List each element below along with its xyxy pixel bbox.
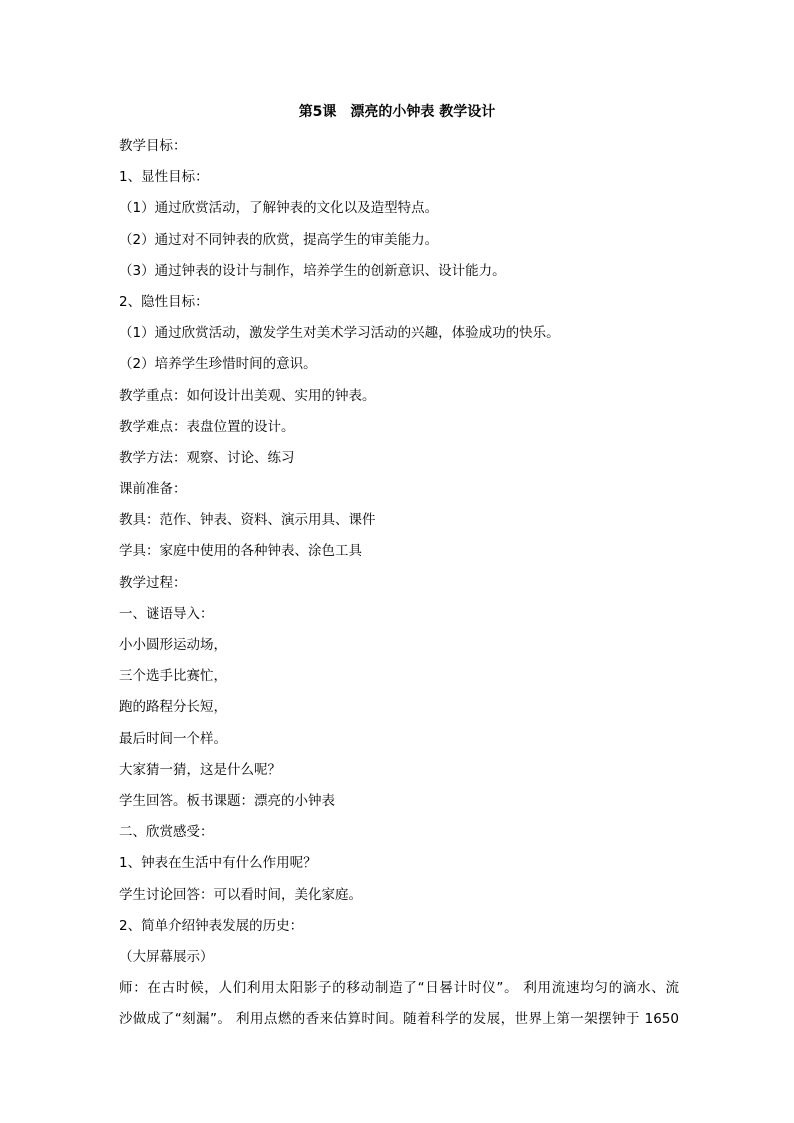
goal-item: （1）通过欣赏活动，了解钟表的文化以及造型特点。 <box>119 200 439 217</box>
student-discussion: 学生讨论回答：可以看时间，美化家庭。 <box>119 886 362 903</box>
riddle-line: 小小圆形运动场， <box>119 637 227 653</box>
history-heading: 2、简单介绍钟表发展的历史： <box>119 917 304 934</box>
student-materials: 学具：家庭中使用的各种钟表、涂色工具 <box>119 543 362 560</box>
teaching-method: 教学方法：观察、讨论、练习 <box>119 449 295 466</box>
document-title: 第5课 漂亮的小钟表 教学设计 <box>298 104 496 120</box>
riddle-line: 跑的路程分长短， <box>119 699 227 716</box>
screen-display-note: （大屏幕展示） <box>119 948 214 965</box>
riddle-question: 大家猜一猜，这是什么呢？ <box>119 761 281 778</box>
teaching-key-point: 教学重点：如何设计出美观、实用的钟表。 <box>119 387 376 404</box>
document-body <box>119 131 679 1035</box>
riddle-line: 最后时间一个样。 <box>119 730 227 747</box>
teacher-paragraph-line: 沙做成了“刻漏”。 利用点燃的香来估算时间。随着科学的发展，世界上第一架摆钟于 1650 <box>119 1011 679 1028</box>
goal-item: （2）培养学生珍惜时间的意识。 <box>119 356 317 373</box>
teacher-paragraph-line: 师：在古时候，人们利用太阳影子的移动制造了“日晷计时仪”。 利用流速均匀的滴水、流 <box>119 980 679 997</box>
section-heading-process: 教学过程： <box>119 574 187 591</box>
riddle-line: 三个选手比赛忙， <box>119 668 227 685</box>
section-heading-preparation: 课前准备： <box>119 481 187 498</box>
teacher-materials: 教具：范作、钟表、资料、演示用具、课件 <box>119 512 376 529</box>
student-answer: 学生回答。板书课题：漂亮的小钟表 <box>119 792 335 809</box>
step-heading-riddle: 一、谜语导入： <box>119 605 214 622</box>
teaching-difficulty: 教学难点：表盘位置的设计。 <box>119 418 295 435</box>
subheading-implicit-goals: 2、隐性目标： <box>119 293 209 310</box>
goal-item: （2）通过对不同钟表的欣赏，提高学生的审美能力。 <box>119 231 439 248</box>
subheading-explicit-goals: 1、显性目标： <box>119 169 209 186</box>
question-item: 1、钟表在生活中有什么作用呢？ <box>119 855 317 872</box>
goal-item: （3）通过钟表的设计与制作，培养学生的创新意识、设计能力。 <box>119 262 506 279</box>
section-heading-teaching-goals: 教学目标： <box>119 138 187 154</box>
step-heading-appreciation: 二、欣赏感受： <box>119 824 214 841</box>
goal-item: （1）通过欣赏活动，激发学生对美术学习活动的兴趣，体验成功的快乐。 <box>119 325 560 342</box>
